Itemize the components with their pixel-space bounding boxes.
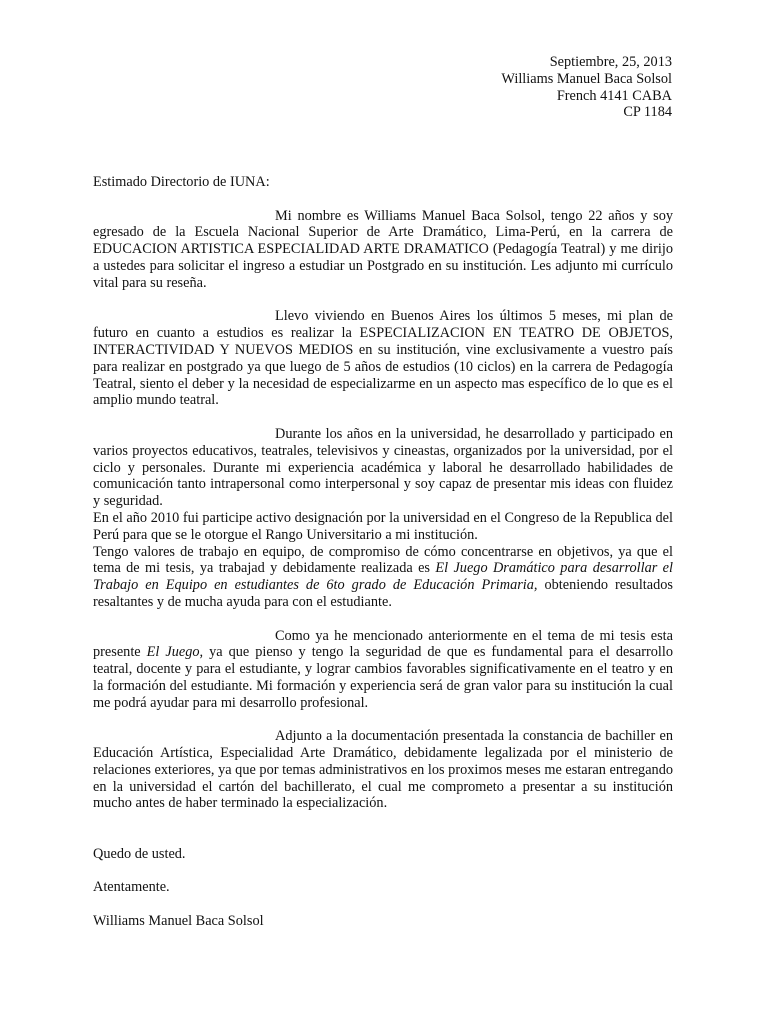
paragraph-introduction: Mi nombre es Williams Manuel Baca Solsol, tengo 22 años y soy egresado de la Escuela Nacional Superior de Arte Dramático, Lima-Perú, en la carrera de EDUCACION ARTISTICA ESPECIALIDAD ARTE DRAMATICO (Pedagogía Teatral) y me dirijo a ustedes para solicitar el ingreso a estudiar un Postgrado en su institución. Les adjunto mi currículo vital para su reseña. xyxy=(93,207,673,291)
paragraph-experience: Durante los años en la universidad, he desarrollado y participado en varios proyectos educativos, teatrales, televisivos y cineastas, organizados por la universidad, por el ciclo y personales. Durante mi experiencia académica y laboral he desarrollado habilidades de comunicación tanto intrapersonal como interpersonal y soy capaz de presentar mis ideas con fluidez y seguridad. xyxy=(93,425,673,510)
sender-address: French 4141 CABA xyxy=(556,87,672,104)
sender-postal-code: CP 1184 xyxy=(623,104,672,121)
thesis-text-end: ya que pienso y tengo la seguridad de que es fundamental para el desarrollo teatral, docente y para el estudiante, y lograr cambios favorables significativamente en el teatro y en la formación del estudiante. Mi formación y experiencia será de gran valor para su institución la cual me podrá ayudar para mi desarrollo profesional. xyxy=(93,644,673,711)
signature-name: Williams Manuel Baca Solsol xyxy=(93,913,264,930)
letter-date: Septiembre, 25, 2013 xyxy=(549,54,672,70)
closing-sincerely: Atentamente. xyxy=(93,879,170,896)
letter-header xyxy=(501,54,672,121)
values-text-start: Tengo valores de trabajo en equipo, de compromiso de cómo concentrarse en objetivos, ya que el tema de mi tesis, ya trabajad y debidamente realizada es xyxy=(93,543,673,577)
sender-name: Williams Manuel Baca Solsol xyxy=(501,70,672,87)
closing-regards: Quedo de usted. xyxy=(93,845,186,862)
paragraph-documentation: Adjunto a la documentación presentada la constancia de bachiller en Educación Artística, Especialidad Arte Dramático, debidamente legalizada por el ministerio de relaciones exteriores, ya que por temas administrativos en los proximos meses me estaran entregando en la universidad el cartón del bachillerato, el cual me comprometo a presentar a su institución mucho antes de haber terminado la especialización. xyxy=(93,728,673,812)
paragraph-congress: En el año 2010 fui participe activo designación por la universidad en el Congreso de la Republica del Perú para que se le otorgue el Rango Universitario a mi institución. xyxy=(93,509,673,543)
thesis-text-start: Como ya he mencionado anteriormente en el tema de mi tesis esta presente xyxy=(93,627,673,661)
thesis-term: El Juego, xyxy=(146,644,204,661)
paragraph-values xyxy=(93,544,673,611)
salutation: Estimado Directorio de IUNA: xyxy=(93,174,270,190)
paragraph-thesis xyxy=(93,628,673,712)
values-text-end: obteniendo resultados resaltantes y de mucha ayuda para con el estudiante. xyxy=(93,577,673,610)
letter-body xyxy=(93,174,673,930)
thesis-title: El Juego Dramático para desarrollar el Trabajo en Equipo en estudiantes de 6to grado de Educación Primaria, xyxy=(93,560,673,594)
paragraph-plans: Llevo viviendo en Buenos Aires los últimos 5 meses, mi plan de futuro en cuanto a estudios es realizar la ESPECIALIZACION EN TEATRO DE OBJETOS, INTERACTIVIDAD Y NUEVOS MEDIOS en su institución, vine exclusivamente a vuestro país para realizar en postgrado ya que luego de 5 años de estudios (10 ciclos) en la carrera de Pedagogía Teatral, siento el deber y la necesidad de especializarme en un aspecto mas específico de lo que es el amplio mundo teatral. xyxy=(93,308,673,409)
